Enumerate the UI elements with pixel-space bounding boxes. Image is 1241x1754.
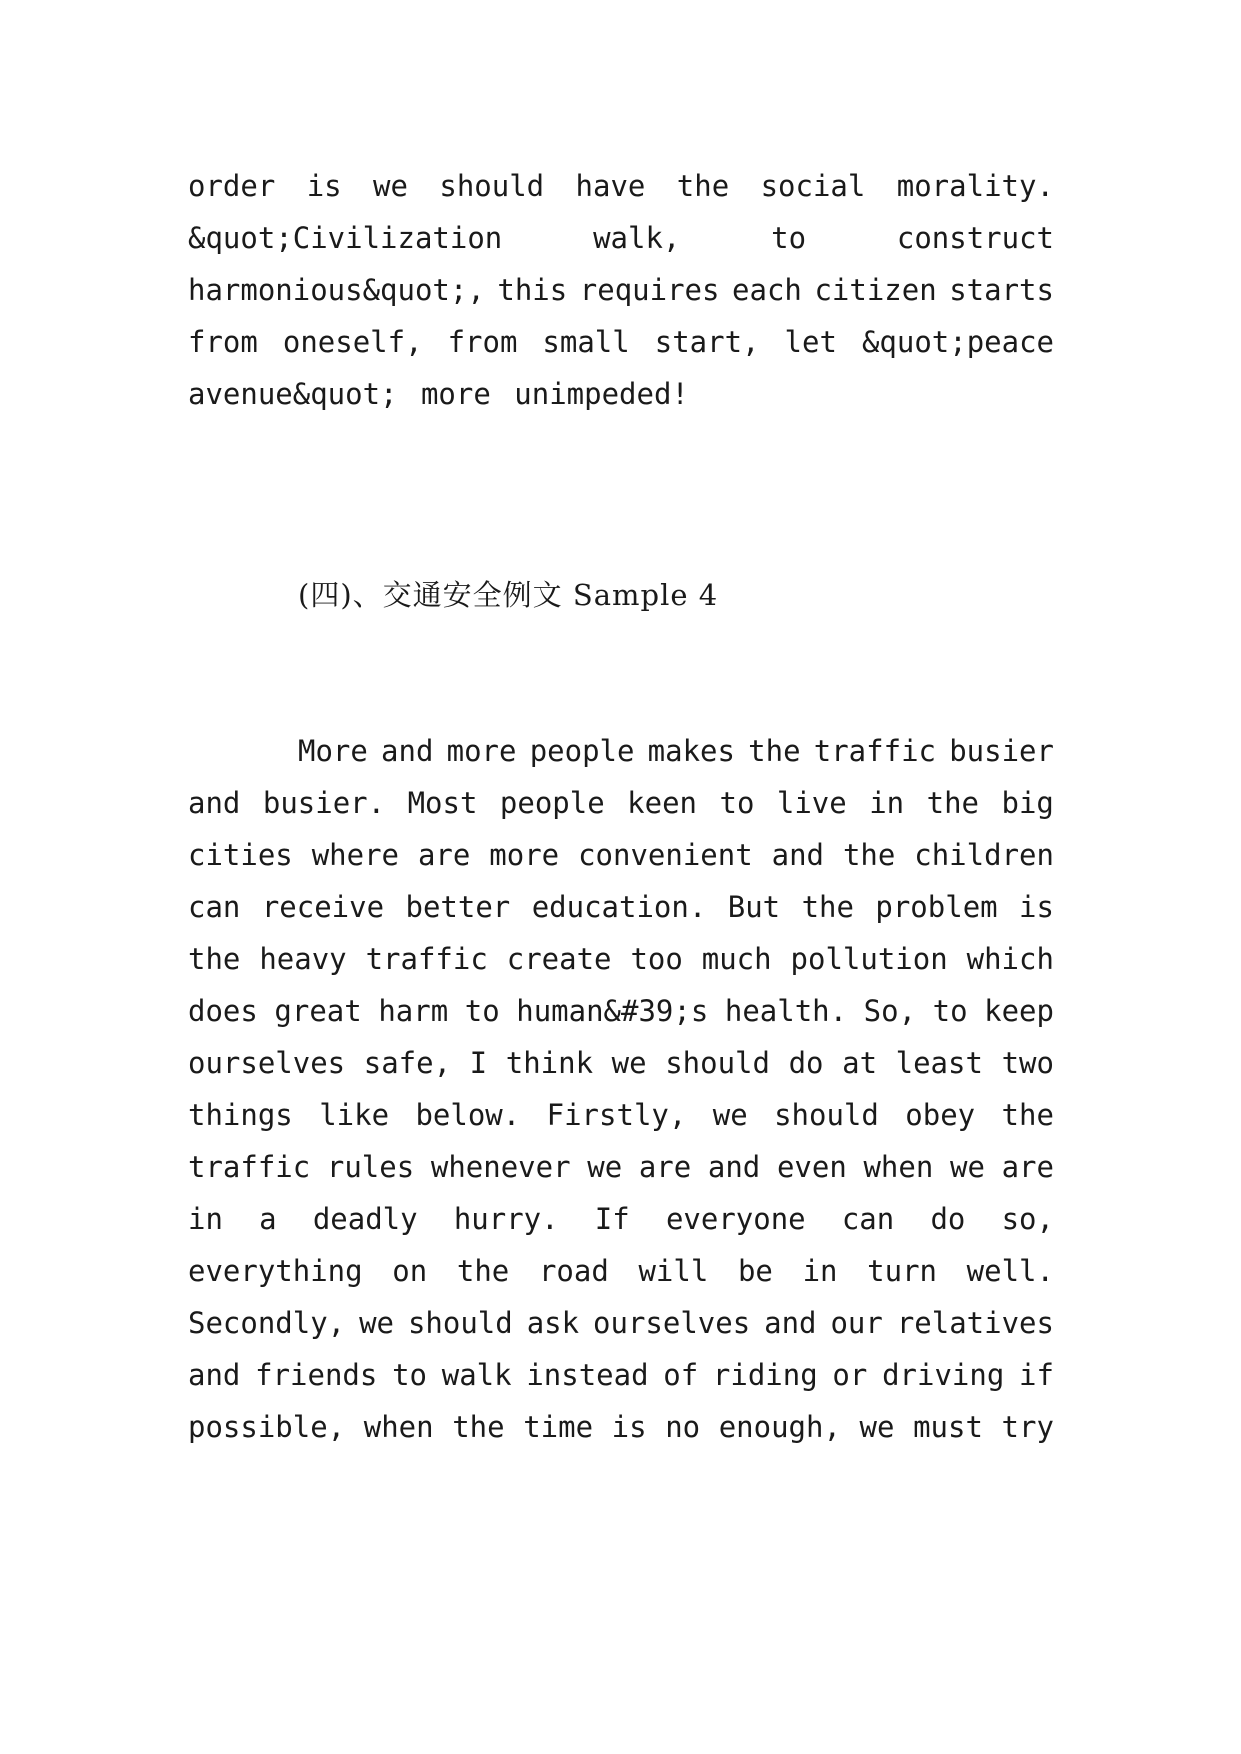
- word: too: [630, 942, 683, 976]
- word: we: [859, 1410, 895, 1444]
- word: problem: [875, 890, 998, 924]
- word: is: [1019, 890, 1054, 924]
- word: Most: [407, 786, 478, 820]
- word: busier.: [262, 786, 386, 820]
- word: heavy: [259, 942, 347, 976]
- word: the: [188, 942, 241, 976]
- word: and: [381, 734, 434, 768]
- word: walk,: [593, 221, 681, 255]
- word: makes: [647, 734, 735, 768]
- word: ask: [526, 1306, 580, 1340]
- word: traffic: [813, 734, 936, 768]
- word: two: [1001, 1046, 1054, 1080]
- word: if: [1019, 1358, 1054, 1392]
- word: the: [926, 786, 980, 820]
- word: the: [452, 1410, 505, 1444]
- word: keen: [627, 786, 697, 820]
- word: health.: [724, 994, 848, 1028]
- word: human&#39;s: [516, 994, 709, 1028]
- word: least: [895, 1046, 983, 1080]
- word: So,: [863, 994, 917, 1028]
- word: to: [771, 221, 807, 255]
- word: create: [506, 942, 612, 976]
- text-line: [188, 1147, 1054, 1187]
- word: must: [913, 1410, 983, 1444]
- word: of: [663, 1358, 699, 1392]
- word: are: [1001, 1150, 1054, 1184]
- word: rules: [326, 1150, 415, 1184]
- word: a: [259, 1202, 277, 1236]
- word: children: [914, 838, 1054, 872]
- word: are: [638, 1150, 692, 1184]
- word: or: [832, 1358, 868, 1392]
- text-line: [188, 322, 1054, 362]
- word: much: [701, 942, 772, 976]
- word: and: [188, 1358, 241, 1392]
- word: in: [802, 1254, 838, 1288]
- word: busier: [949, 734, 1054, 768]
- text-line: [188, 166, 1054, 206]
- word: to: [392, 1358, 427, 1392]
- word: ourselves: [593, 1306, 751, 1340]
- word: where: [311, 838, 400, 872]
- word: to: [464, 994, 500, 1028]
- word: riding: [712, 1358, 818, 1392]
- word: live: [776, 786, 847, 820]
- word: we: [949, 1150, 985, 1184]
- word: friends: [255, 1358, 378, 1392]
- word: More: [298, 734, 368, 768]
- word: think: [505, 1046, 594, 1080]
- word: from: [447, 325, 518, 359]
- word: harmonious&quot;,: [188, 273, 485, 307]
- word: and: [764, 1306, 817, 1340]
- word: relatives: [896, 1306, 1054, 1340]
- word: to: [932, 994, 968, 1028]
- word: road: [538, 1254, 609, 1288]
- word: oneself,: [282, 325, 423, 359]
- word: everyone: [665, 1202, 806, 1236]
- word: education.: [531, 890, 707, 924]
- word: to: [719, 786, 755, 820]
- word: cities: [188, 838, 293, 872]
- word: when: [863, 1150, 934, 1184]
- word: and: [188, 786, 241, 820]
- word: enough,: [718, 1410, 841, 1444]
- word: things: [188, 1098, 293, 1132]
- word: does: [188, 994, 258, 1028]
- word: we: [359, 1306, 395, 1340]
- word: ourselves: [188, 1046, 346, 1080]
- word: our: [830, 1306, 883, 1340]
- word: are: [417, 838, 471, 872]
- word: no: [665, 1410, 701, 1444]
- word: keep: [984, 994, 1054, 1028]
- word: do: [788, 1046, 824, 1080]
- word: But: [727, 890, 781, 924]
- word: should: [407, 1306, 513, 1340]
- word: safe,: [363, 1046, 452, 1080]
- word: when: [363, 1410, 434, 1444]
- word: is: [611, 1410, 647, 1444]
- word: and: [707, 1150, 761, 1184]
- word: harm: [378, 994, 449, 1028]
- word: people: [499, 786, 605, 820]
- word: pollution: [790, 942, 948, 976]
- word: is: [306, 169, 342, 203]
- word: in: [188, 1202, 223, 1236]
- section-heading: (四)、交通安全例文 Sample 4: [298, 578, 719, 612]
- word: on: [392, 1254, 428, 1288]
- word: receive: [261, 890, 385, 924]
- word: we: [712, 1098, 748, 1132]
- text-line: [188, 1355, 1054, 1395]
- word: more: [446, 734, 517, 768]
- word: let: [784, 325, 837, 359]
- word: try: [1001, 1410, 1054, 1444]
- word: at: [842, 1046, 878, 1080]
- word: driving: [882, 1358, 1005, 1392]
- word: can: [188, 890, 241, 924]
- word: the: [842, 838, 896, 872]
- word: we: [373, 169, 408, 203]
- word: so,: [1001, 1202, 1054, 1236]
- word: If: [594, 1202, 630, 1236]
- word: we: [611, 1046, 647, 1080]
- word: do: [930, 1202, 966, 1236]
- word: I: [469, 1046, 488, 1080]
- word: time: [523, 1410, 594, 1444]
- word: people: [529, 734, 635, 768]
- word: construct: [896, 221, 1054, 255]
- word: hurry.: [453, 1202, 559, 1236]
- word: &quot;Civilization: [188, 221, 503, 255]
- text-line: [188, 939, 1054, 979]
- text-line: [188, 887, 1054, 927]
- word: the: [1001, 1098, 1054, 1132]
- word: traffic: [365, 942, 488, 976]
- word: have: [575, 169, 646, 203]
- word: will: [638, 1254, 709, 1288]
- word: &quot;peace: [861, 325, 1054, 359]
- word: should: [665, 1046, 770, 1080]
- text-line: [188, 1303, 1054, 1343]
- word: small: [542, 325, 630, 359]
- word: great: [274, 994, 362, 1028]
- text-line: [188, 783, 1054, 823]
- word: more: [489, 838, 560, 872]
- text-line: [188, 1251, 1054, 1291]
- word: Secondly,: [188, 1306, 346, 1340]
- word: the: [456, 1254, 510, 1288]
- word: obey: [905, 1098, 976, 1132]
- word: well.: [966, 1254, 1054, 1288]
- text-line-first: [298, 731, 1054, 771]
- word: everything: [188, 1254, 363, 1288]
- word: from: [188, 325, 258, 359]
- word: order: [188, 169, 276, 203]
- word: each: [732, 273, 802, 307]
- word: the: [801, 890, 854, 924]
- word: walk: [441, 1358, 512, 1392]
- text-line: [188, 1199, 1054, 1239]
- text-line: [188, 1407, 1054, 1447]
- word: be: [737, 1254, 773, 1288]
- word: traffic: [188, 1150, 311, 1184]
- word: start,: [654, 325, 760, 359]
- text-line: [188, 1095, 1054, 1135]
- text-line: [188, 218, 1054, 258]
- word: citizen: [814, 273, 937, 307]
- text-line: [188, 991, 1054, 1031]
- word: requires: [579, 273, 720, 307]
- word: convenient: [578, 838, 753, 872]
- word: starts: [949, 273, 1054, 307]
- word: should: [774, 1098, 879, 1132]
- word: in: [869, 786, 905, 820]
- word: we: [587, 1150, 623, 1184]
- text-line-last: avenue&quot; more unimpeded!: [188, 377, 689, 411]
- word: Firstly,: [546, 1098, 687, 1132]
- word: instead: [526, 1358, 649, 1392]
- word: can: [841, 1202, 895, 1236]
- text-line: [188, 270, 1054, 310]
- word: morality.: [896, 169, 1054, 203]
- word: which: [966, 942, 1054, 976]
- word: and: [771, 838, 824, 872]
- word: the: [676, 169, 730, 203]
- word: the: [748, 734, 801, 768]
- word: big: [1001, 786, 1054, 820]
- word: social: [760, 169, 866, 203]
- text-line: [188, 1043, 1054, 1083]
- word: even: [776, 1150, 847, 1184]
- word: should: [439, 169, 545, 203]
- word: better: [405, 890, 511, 924]
- word: below.: [415, 1098, 521, 1132]
- word: turn: [867, 1254, 937, 1288]
- word: possible,: [188, 1410, 346, 1444]
- word: this: [497, 273, 568, 307]
- word: like: [319, 1098, 390, 1132]
- word: whenever: [430, 1150, 571, 1184]
- text-line: [188, 835, 1054, 875]
- word: deadly: [312, 1202, 418, 1236]
